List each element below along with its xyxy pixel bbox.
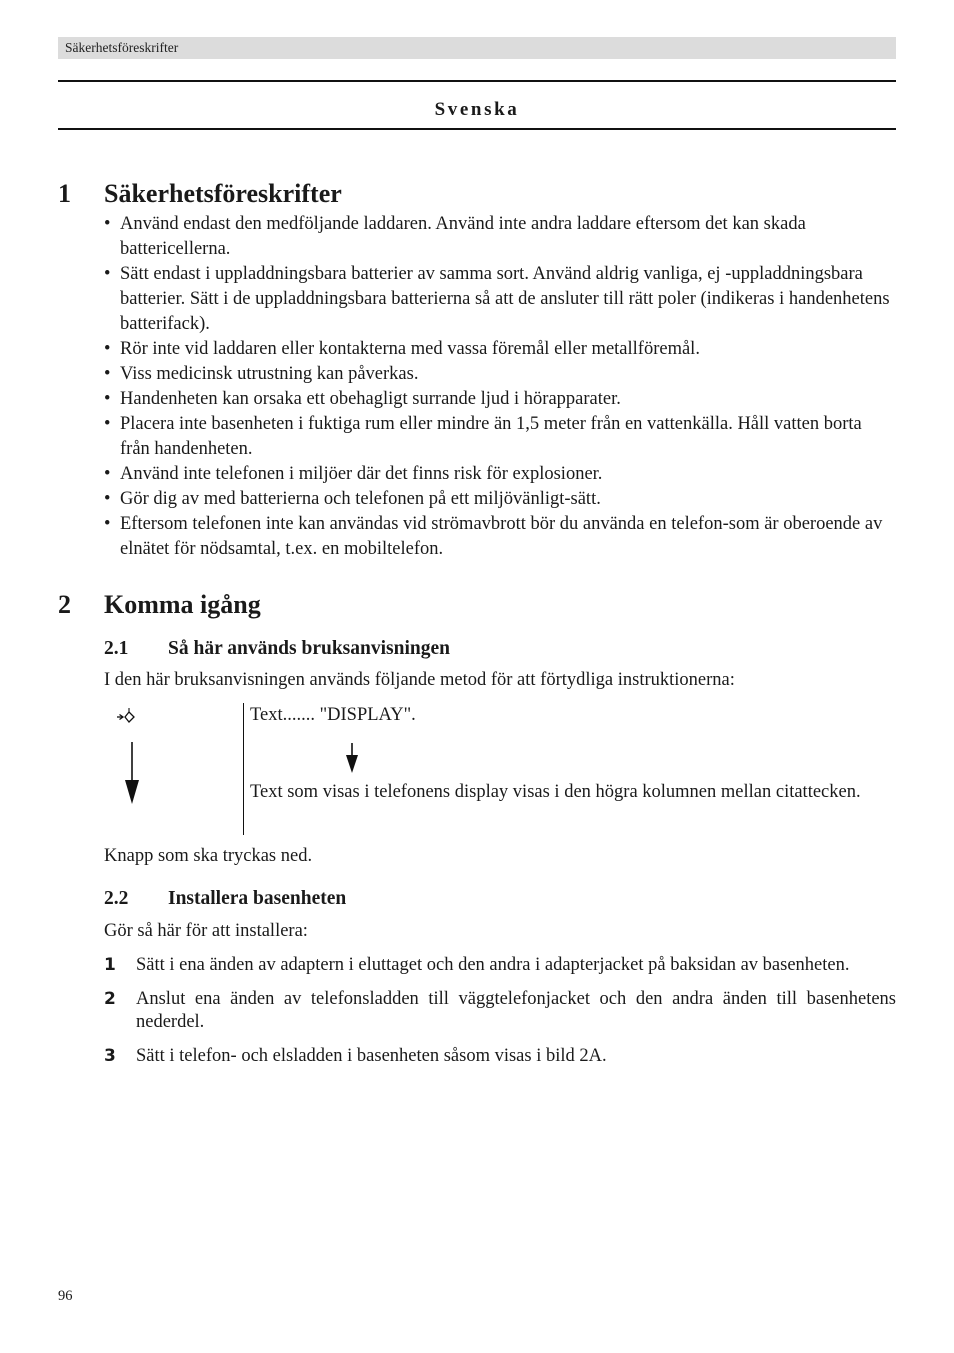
display-example-text: Text....... "DISPLAY".	[250, 705, 416, 725]
language-heading: Svenska	[434, 99, 520, 120]
section-1-number: 1	[58, 179, 71, 208]
install-step	[104, 1045, 896, 1068]
section-2-heading	[58, 590, 261, 620]
subsection-2-1-title: Så här används bruksanvisningen	[168, 638, 450, 659]
subsection-2-2-number: 2.2	[104, 888, 129, 909]
safety-bullet: • Handenheten kan orsaka ett obehagligt surrande ljud i hörapparater.	[104, 387, 896, 412]
arrow-down-icon	[122, 742, 142, 806]
key-explanation: Knapp som ska tryckas ned.	[104, 846, 313, 866]
step-text: Sätt i telefon- och elsladden i basenheten såsom visas i bild 2A.	[136, 1046, 607, 1066]
key-press-icon	[116, 707, 138, 727]
install-step	[104, 954, 896, 977]
step-text: Anslut ena änden av telefonsladden till väggtelefonjacket och den andra änden till basenhetens nederdel.	[136, 989, 896, 1032]
running-header-text: Säkerhetsföreskrifter	[65, 40, 179, 55]
safety-bullet: • Använd endast den medföljande laddaren. Använd inte andra laddare eftersom det kan skada battericellerna.	[104, 212, 896, 262]
step-number: 3	[104, 1046, 116, 1066]
safety-bullet-list	[104, 212, 896, 562]
bottom-rule	[58, 128, 896, 130]
step-number: 1	[104, 955, 116, 975]
column-divider	[243, 703, 244, 835]
usage-intro: I den här bruksanvisningen används följande metod för att förtydliga instruktionerna:	[104, 670, 735, 690]
safety-bullet: • Använd inte telefonen i miljöer där det finns risk för explosioner.	[104, 462, 896, 487]
safety-bullet: • Placera inte basenheten i fuktiga rum eller mindre än 1,5 meter från en vattenkälla. Håll vatten borta från handenheten.	[104, 412, 896, 462]
install-step	[104, 988, 896, 1034]
subsection-2-2-heading	[104, 888, 346, 910]
section-1-heading	[58, 179, 342, 209]
safety-bullet: • Eftersom telefonen inte kan användas vid strömavbrott bör du använda en telefon-som är oberoende av elnätet för nödsamtal, t.ex. en mobiltelefon.	[104, 512, 896, 562]
section-2-title: Komma igång	[104, 590, 261, 619]
subsection-2-1-heading	[104, 638, 450, 660]
safety-bullet: • Gör dig av med batterierna och telefonen på ett miljövänligt-sätt.	[104, 487, 896, 512]
safety-bullet: • Sätt endast i uppladdningsbara batterier av samma sort. Använd aldrig vanliga, ej -uppladdningsbara batterier. Sätt i de uppladdningsbara batterierna så att de ansluter till rätt poler (indikeras i handenhetens batterifack).	[104, 262, 896, 337]
page-number: 96	[58, 1288, 73, 1304]
section-1-title: Säkerhetsföreskrifter	[104, 179, 342, 208]
section-2-number: 2	[58, 590, 71, 619]
top-rule	[58, 80, 896, 82]
arrow-down-icon	[343, 743, 361, 775]
subsection-2-1-number: 2.1	[104, 638, 129, 659]
running-header-bar	[58, 37, 896, 59]
safety-bullet: • Rör inte vid laddaren eller kontakterna med vassa föremål eller metallföremål.	[104, 337, 896, 362]
step-text: Sätt i ena änden av adaptern i eluttaget och den andra i adapterjacket på baksidan av basenheten.	[136, 955, 850, 975]
subsection-2-2-title: Installera basenheten	[168, 888, 347, 909]
install-step-list	[104, 954, 896, 1079]
install-intro: Gör så här för att installera:	[104, 921, 308, 941]
step-number: 2	[104, 989, 116, 1009]
safety-bullet: • Viss medicinsk utrustning kan påverkas.	[104, 362, 896, 387]
display-explanation: Text som visas i telefonens display visas i den högra kolumnen mellan citattecken.	[250, 782, 861, 802]
